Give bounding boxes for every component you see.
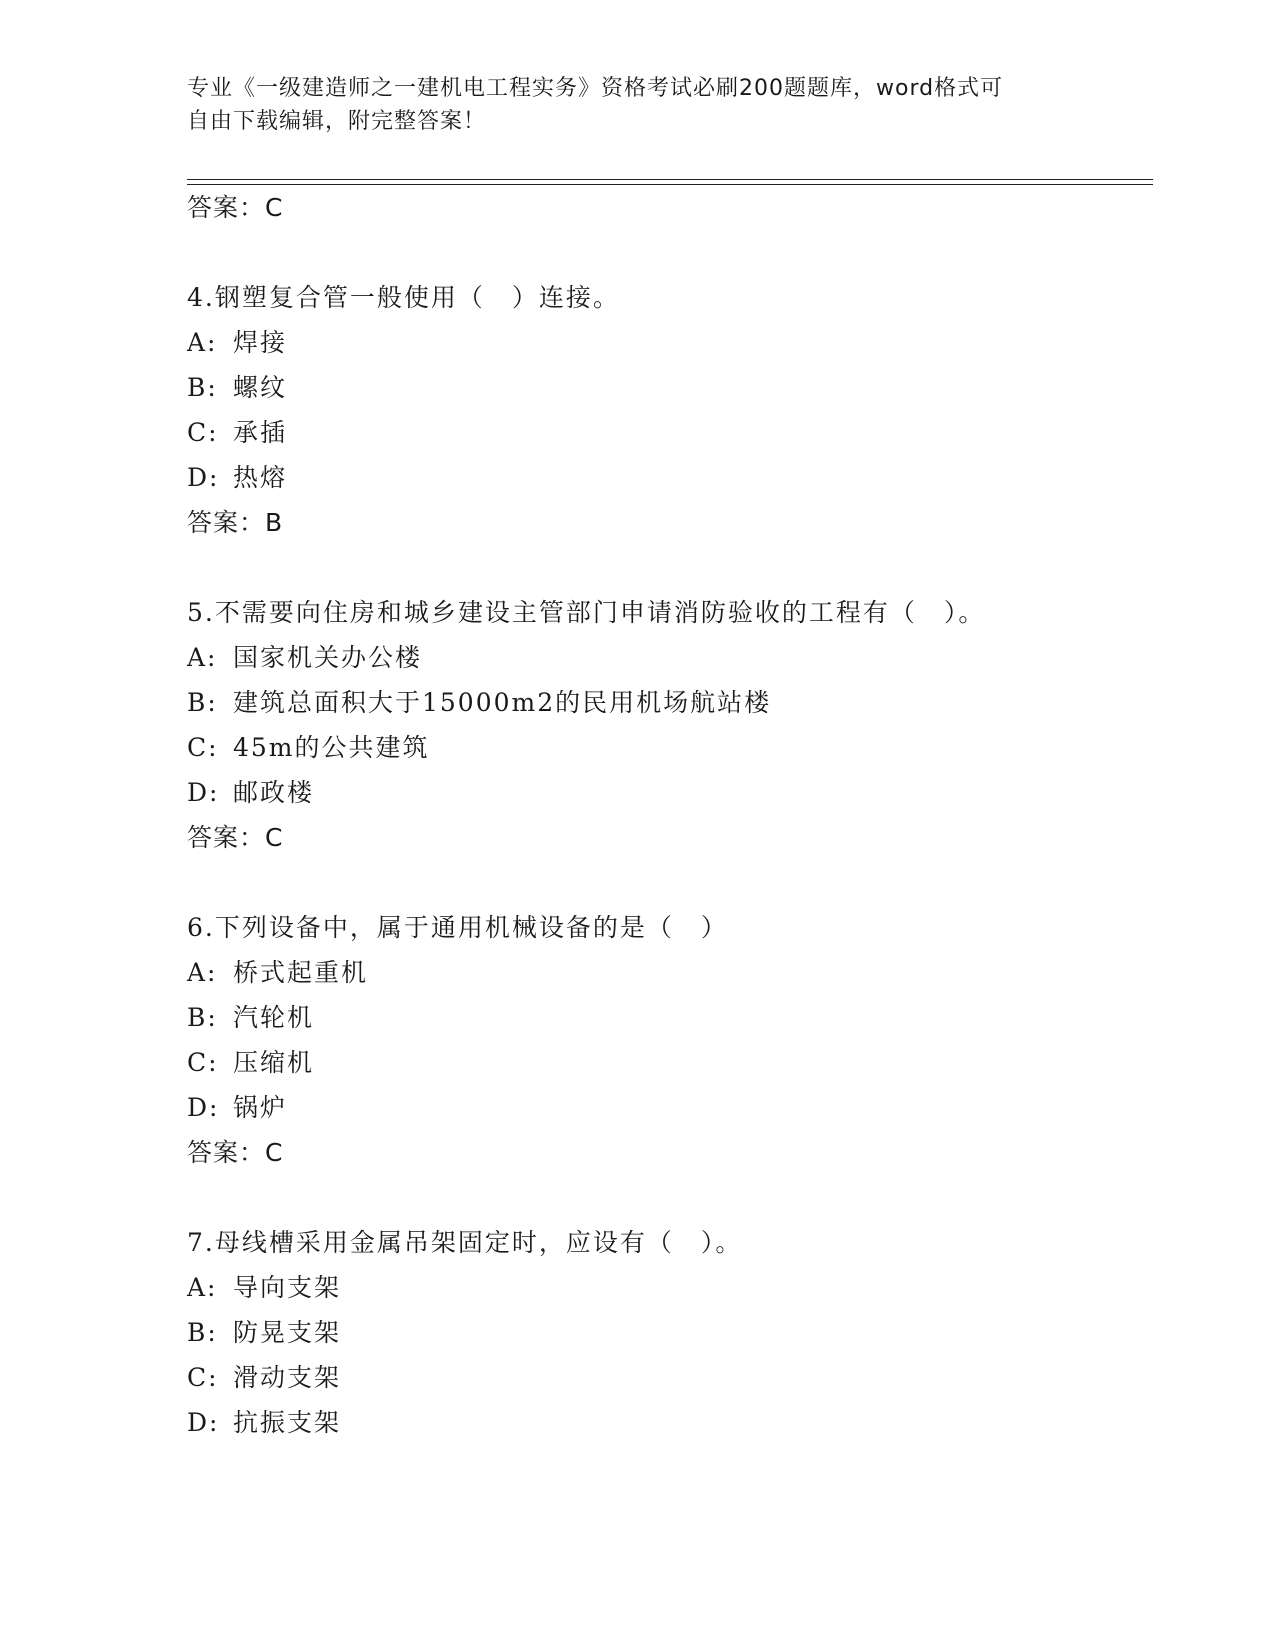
option-text: 焊接 [233, 328, 288, 357]
question-7-option-b [187, 1318, 341, 1348]
question-7-option-a [187, 1273, 341, 1303]
answer-q5: 答案：C [187, 823, 284, 852]
option-letter: C: [187, 1048, 219, 1077]
header-rule-top [187, 179, 1153, 180]
option-text: 45m的公共建筑 [233, 733, 430, 762]
option-letter: C: [187, 418, 219, 447]
option-letter: D: [187, 463, 220, 492]
option-letter: B: [187, 373, 218, 402]
question-5-option-c [187, 733, 430, 763]
question-6-option-d [187, 1093, 287, 1123]
header-rule-bottom [187, 184, 1153, 185]
option-text: 汽轮机 [233, 1003, 315, 1032]
option-letter: C: [187, 1363, 219, 1392]
option-letter: D: [187, 1093, 220, 1122]
option-text: 导向支架 [233, 1273, 342, 1302]
option-text: 热熔 [233, 463, 288, 492]
question-4-option-d [187, 463, 287, 493]
question-5-option-a [187, 643, 422, 673]
option-letter: A: [187, 958, 218, 987]
question-6-option-c [187, 1048, 314, 1078]
question-6-option-a [187, 958, 368, 988]
header-line-1: 专业《一级建造师之一建机电工程实务》资格考试必刷200题题库，word格式可 [187, 76, 1004, 101]
answer-q4: 答案：B [187, 508, 284, 537]
option-text: 压缩机 [233, 1048, 315, 1077]
option-text: 抗振支架 [233, 1408, 342, 1437]
option-text: 锅炉 [233, 1093, 288, 1122]
option-text: 国家机关办公楼 [233, 643, 423, 672]
option-letter: B: [187, 1318, 218, 1347]
question-7-stem: 7.母线槽采用金属吊架固定时，应设有（ ）。 [187, 1228, 743, 1257]
question-5-stem: 5.不需要向住房和城乡建设主管部门申请消防验收的工程有（ ）。 [187, 598, 986, 627]
option-letter: A: [187, 643, 218, 672]
option-letter: A: [187, 1273, 218, 1302]
question-4-stem: 4.钢塑复合管一般使用（ ）连接。 [187, 283, 620, 312]
answer-q3: 答案：C [187, 193, 284, 222]
question-7-option-d [187, 1408, 341, 1438]
option-text: 邮政楼 [233, 778, 315, 807]
option-text: 承插 [233, 418, 288, 447]
option-text: 防晃支架 [233, 1318, 342, 1347]
option-letter: B: [187, 688, 218, 717]
question-4-option-b [187, 373, 287, 403]
answer-q6: 答案：C [187, 1138, 284, 1167]
option-letter: D: [187, 778, 220, 807]
question-5-option-d [187, 778, 314, 808]
question-6-stem: 6.下列设备中，属于通用机械设备的是（ ） [187, 913, 728, 942]
question-4-option-c [187, 418, 287, 448]
option-letter: C: [187, 733, 219, 762]
question-5-option-b [187, 688, 771, 718]
document-header [187, 72, 1067, 138]
option-text: 建筑总面积大于15000m2的民用机场航站楼 [233, 688, 772, 717]
question-4-option-a [187, 328, 287, 358]
option-letter: B: [187, 1003, 218, 1032]
header-line-2: 自由下载编辑，附完整答案！ [187, 109, 487, 134]
question-7-option-c [187, 1363, 341, 1393]
option-text: 螺纹 [233, 373, 288, 402]
option-letter: D: [187, 1408, 220, 1437]
option-text: 桥式起重机 [233, 958, 369, 987]
option-text: 滑动支架 [233, 1363, 342, 1392]
question-6-option-b [187, 1003, 314, 1033]
option-letter: A: [187, 328, 218, 357]
